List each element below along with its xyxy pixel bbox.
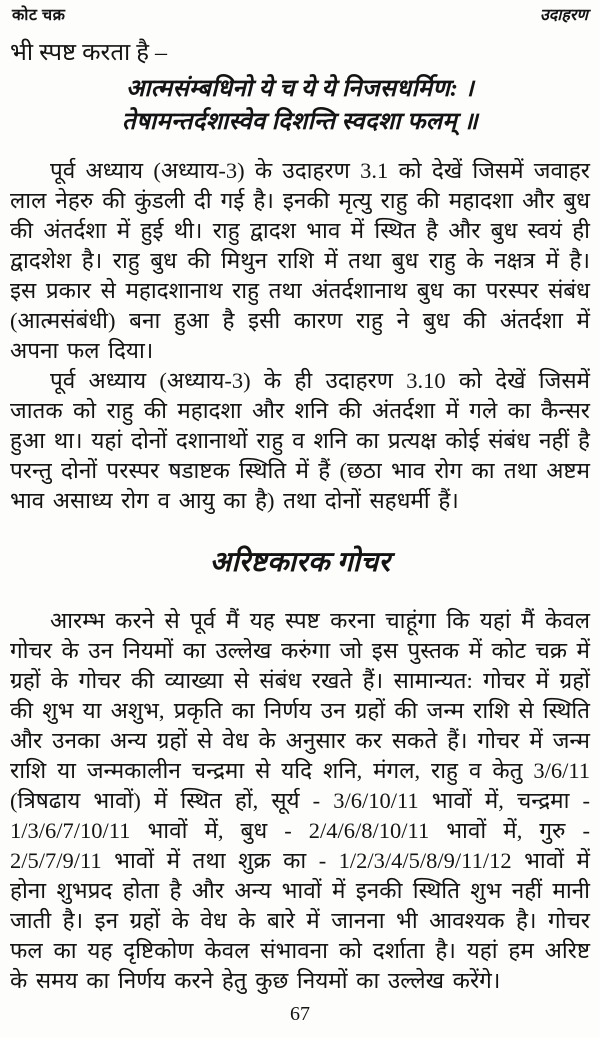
shloka-line-2: तेषामन्तर्दशास्वेव दिशन्ति स्वदशा फलम् ॥ (121, 109, 479, 135)
continuation-line: भी स्पष्ट करता है – (10, 40, 167, 66)
running-header (10, 6, 590, 26)
section-heading: अरिष्टकारक गोचर (209, 547, 391, 578)
header-left-title: कोट चक्र (12, 7, 66, 24)
sanskrit-shloka (10, 73, 590, 139)
paragraph-example-3-10: पूर्व अध्याय (अध्याय-3) के ही उदाहरण 3.10 को देखें जिसमें जातक को राहु की महादशा और शनि की अंतर्दशा में गले का कैन्सर हुआ था। यहां दोनों दशानाथों राहु व शनि का प्रत्यक्ष कोई संबंध नहीं है परन्तु दोनों परस्पर षडाष्टक स्थिति में हैं (छठा भाव रोग का तथा अष्टम भाव असाध्य रोग व आयु का है) तथा दोनों सहधर्मी हैं। (10, 368, 590, 513)
paragraph-example-3-1: पूर्व अध्याय (अध्याय-3) के उदाहरण 3.1 को देखें जिसमें जवाहर लाल नेहरु की कुंडली दी गई है। इनकी मृत्यु राहु की महादशा और बुध की अंतर्दशा में हुई थी। राहु द्वादश भाव में स्थित है और बुध स्वयं ही द्वादशेश है। राहु बुध की मिथुन राशि में तथा बुध राहु के नक्षत्र में है। इस प्रकार से महादशानाथ राहु तथा अंतर्दशानाथ बुध का परस्पर संबंध (आत्मसंबंधी) बना हुआ है इसी कारण राहु ने बुध की अंतर्दशा में अपना फल दिया। (10, 158, 590, 363)
header-right-title: उदाहरण (539, 7, 588, 24)
paragraph-gochar-rules: आरम्भ करने से पूर्व मैं यह स्पष्ट करना चाहूंगा कि यहां मैं केवल गोचर के उन नियमों का उल्लेख करुंगा जो इस पुस्तक में कोट चक्र में ग्रहों के गोचर की व्याख्या से संबंध रखते हैं। सामान्यत: गोचर में ग्रहों की शुभ या अशुभ, प्रकृति का निर्णय उन ग्रहों की जन्म राशि से स्थिति और उनका अन्य ग्रहों से वेध के अनुसार कर सकते हैं। गोचर में जन्म राशि या जन्मकालीन चन्द्रमा से यदि शनि, मंगल, राहु व केतु 3/6/11 (त्रिषढाय भावों) में स्थित हों, सूर्य - 3/6/10/11 भावों में, चन्द्रमा - 1/3/6/7/10/11 भावों में, बुध - 2/4/6/8/10/11 भावों में, गुरु - 2/5/7/9/11 भावों में तथा शुक्र का - 1/2/3/4/5/8/9/11/12 भावों में होना शुभप्रद होता है और अन्य भावों में इनकी स्थिति शुभ नहीं मानी जाती है। इन ग्रहों के वेध के बारे में जानना भी आवश्यक है। गोचर फल का यह दृष्टिकोण केवल संभावना को दर्शाता है। यहां हम अरिष्ट के समय का निर्णय करने हेतु कुछ नियमों का उल्लेख करेंगे। (10, 608, 590, 993)
shloka-line-1: आत्मसंम्बधिनो ये च ये ये निजसधर्मिण: । (126, 76, 474, 102)
page-number: 67 (290, 1003, 310, 1025)
